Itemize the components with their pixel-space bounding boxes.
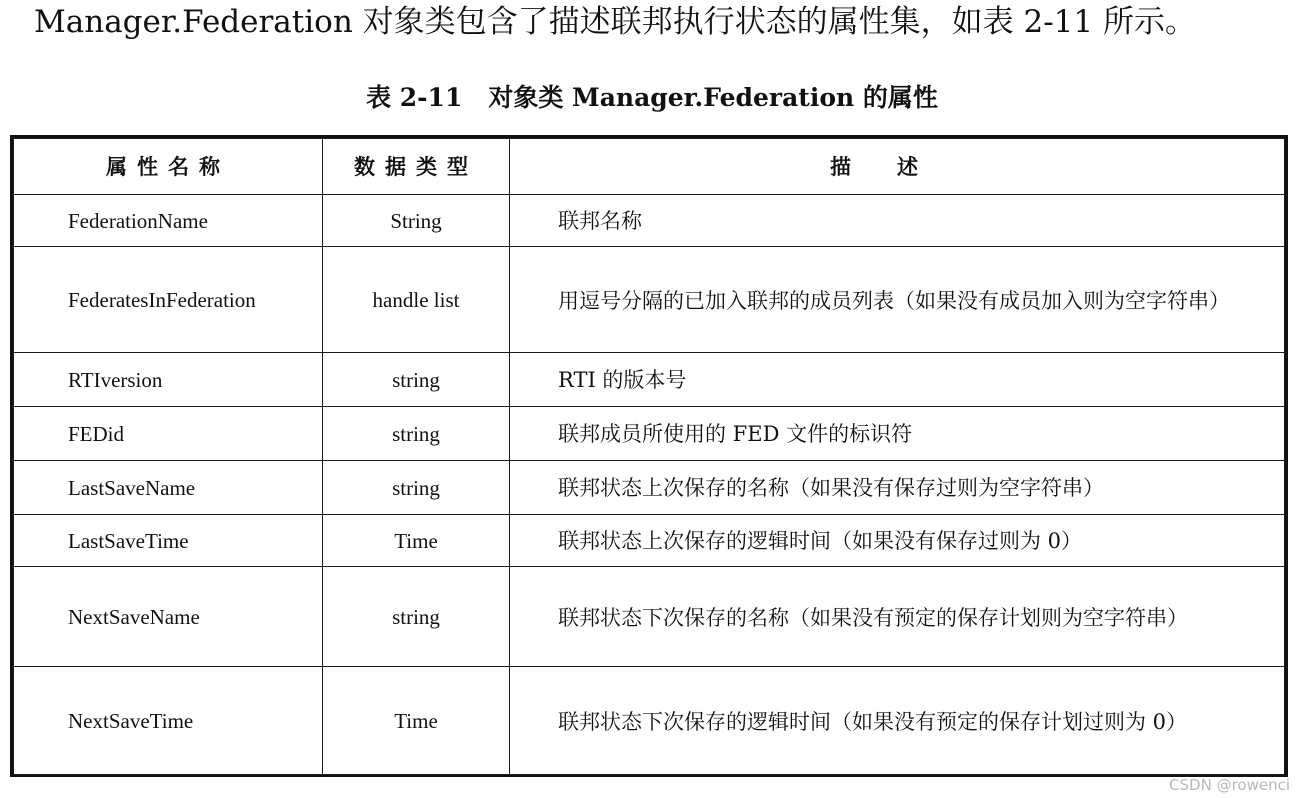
table-row (14, 195, 1285, 247)
header-description: 描述 (510, 139, 1285, 195)
data-type-cell: Time (323, 667, 510, 775)
table-header-row (14, 139, 1285, 195)
data-type-cell: string (323, 407, 510, 461)
attribute-name-cell: NextSaveTime (14, 667, 323, 775)
table-row (14, 407, 1285, 461)
description-cell: 用逗号分隔的已加入联邦的成员列表（如果没有成员加入则为空字符串） (510, 247, 1285, 353)
attribute-name-cell: FederatesInFederation (14, 247, 323, 353)
description-cell: 联邦状态下次保存的逻辑时间（如果没有预定的保存计划过则为 0） (510, 667, 1285, 775)
data-type-cell: String (323, 195, 510, 247)
attribute-name-cell: NextSaveName (14, 567, 323, 667)
attribute-name-cell: RTIversion (14, 353, 323, 407)
watermark: CSDN @rowenci (1169, 776, 1290, 794)
attribute-name-cell: LastSaveName (14, 461, 323, 515)
table-row (14, 461, 1285, 515)
table-row (14, 247, 1285, 353)
table-number: 表 2-11 (366, 83, 463, 112)
description-cell: 联邦成员所使用的 FED 文件的标识符 (510, 407, 1285, 461)
data-type-cell: string (323, 461, 510, 515)
table-caption (0, 78, 1304, 118)
intro-paragraph: Manager.Federation 对象类包含了描述联邦执行状态的属性集，如表 2-11 所示。 (34, 4, 1196, 40)
description-cell: 联邦名称 (510, 195, 1285, 247)
data-type-cell: string (323, 567, 510, 667)
header-data-type: 数据类型 (323, 139, 510, 195)
table-row (14, 667, 1285, 775)
table-row (14, 515, 1285, 567)
attribute-name-cell: FEDid (14, 407, 323, 461)
data-type-cell: handle list (323, 247, 510, 353)
table-row (14, 567, 1285, 667)
data-type-cell: string (323, 353, 510, 407)
description-cell: 联邦状态上次保存的名称（如果没有保存过则为空字符串） (510, 461, 1285, 515)
header-attribute-name: 属性名称 (14, 139, 323, 195)
description-cell: 联邦状态下次保存的名称（如果没有预定的保存计划则为空字符串） (510, 567, 1285, 667)
table-title: 对象类 Manager.Federation 的属性 (488, 83, 938, 112)
attributes-table (10, 135, 1288, 777)
description-cell: RTI 的版本号 (510, 353, 1285, 407)
attribute-name-cell: LastSaveTime (14, 515, 323, 567)
table-row (14, 353, 1285, 407)
description-cell: 联邦状态上次保存的逻辑时间（如果没有保存过则为 0） (510, 515, 1285, 567)
data-type-cell: Time (323, 515, 510, 567)
attribute-name-cell: FederationName (14, 195, 323, 247)
